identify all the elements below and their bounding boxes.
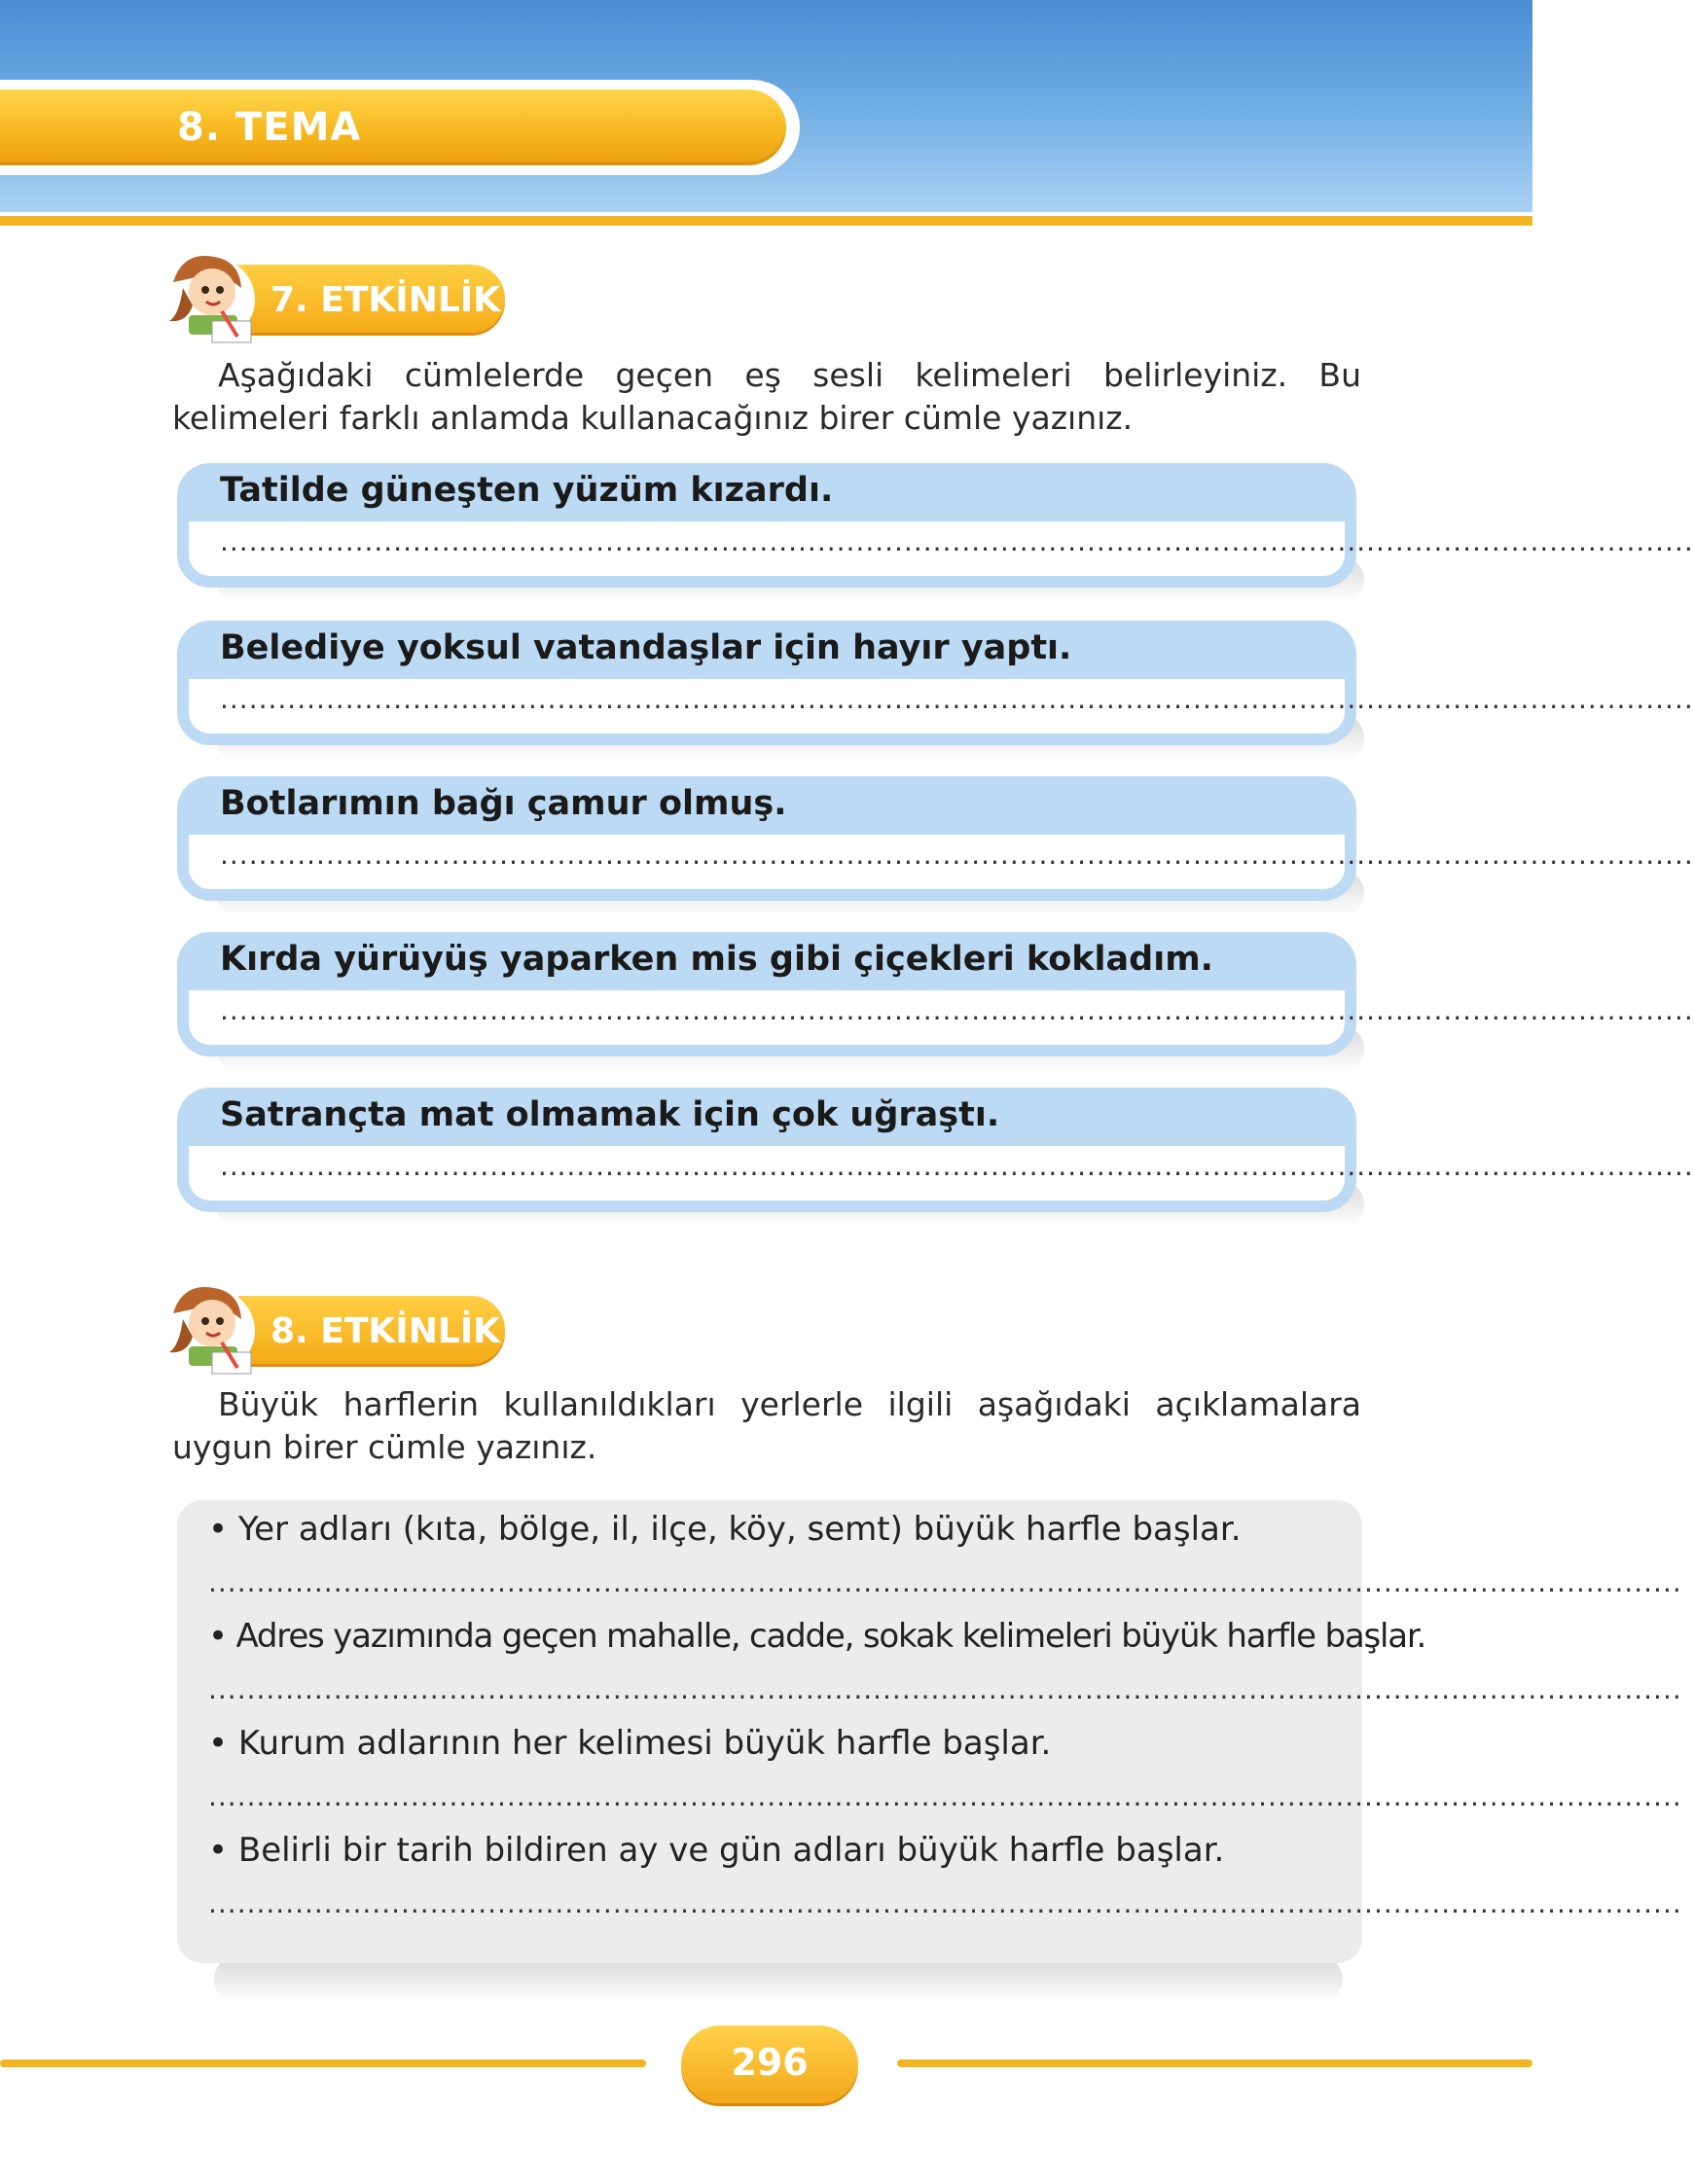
rule-text: • Adres yazımında geçen mahalle, cadde, sokak kelimeleri büyük harfle başlar. xyxy=(208,1617,1426,1656)
answer-line[interactable]: ......................................................................................................................................................... xyxy=(220,683,1694,715)
sentence-box xyxy=(177,776,1694,901)
activity-instruction: Büyük harflerin kullanıldıkları yerlerle ilgili aşağıdaki açıklamalara uygun birer cümle yazınız. xyxy=(172,1385,1361,1466)
sentence-text: Belediye yoksul vatandaşlar için hayır yaptı. xyxy=(220,628,1072,667)
answer-line[interactable]: ......................................................................................................................................................... xyxy=(208,1780,1682,1812)
theme-pill xyxy=(0,90,786,165)
answer-line[interactable]: ......................................................................................................................................................... xyxy=(220,839,1694,871)
answer-line[interactable]: ......................................................................................................................................................... xyxy=(208,1887,1682,1919)
page-number: 296 xyxy=(731,2041,809,2084)
girl-writing-icon xyxy=(154,1274,261,1381)
rule-text: • Belirli bir tarih bildiren ay ve gün adları büyük harfle başlar. xyxy=(208,1831,1225,1870)
sentence-text: Tatilde güneşten yüzüm kızardı. xyxy=(220,471,834,510)
answer-line[interactable]: ......................................................................................................................................................... xyxy=(208,1673,1682,1705)
footer-line-right xyxy=(897,2059,1532,2067)
answer-line[interactable]: ......................................................................................................................................................... xyxy=(208,1566,1682,1598)
activity-title: 7. ETKİNLİK xyxy=(270,280,501,320)
activity-instruction: Aşağıdaki cümlelerde geçen eş sesli kelimeleri belirleyiniz. Bu kelimeleri farklı anlamda kullanacağınız birer cümle yazınız. xyxy=(172,356,1361,437)
sentence-box xyxy=(177,463,1694,588)
header-stripe xyxy=(0,212,1532,226)
sentence-box xyxy=(177,932,1694,1056)
answer-line[interactable]: ......................................................................................................................................................... xyxy=(220,994,1694,1026)
activity-badge xyxy=(154,243,514,350)
sentence-box xyxy=(177,1088,1694,1212)
footer-line-left xyxy=(0,2059,646,2067)
sentence-text: Botlarımın bağı çamur olmuş. xyxy=(220,784,787,823)
activity-title: 8. ETKİNLİK xyxy=(270,1311,501,1351)
sentence-text: Satrançta mat olmamak için çok uğraştı. xyxy=(220,1095,1000,1134)
sentence-box xyxy=(177,621,1694,745)
rule-text: • Kurum adlarının her kelimesi büyük harfle başlar. xyxy=(208,1724,1052,1763)
activity-badge xyxy=(154,1274,514,1381)
girl-writing-icon xyxy=(154,243,261,350)
rule-text: • Yer adları (kıta, bölge, il, ilçe, köy, semt) büyük harfle başlar. xyxy=(208,1510,1242,1549)
answer-line[interactable]: ......................................................................................................................................................... xyxy=(220,1150,1694,1182)
theme-title: 8. TEMA xyxy=(177,105,362,150)
sentence-text: Kırda yürüyüş yaparken mis gibi çiçekleri kokladım. xyxy=(220,940,1213,979)
answer-line[interactable]: ......................................................................................................................................................... xyxy=(220,525,1694,557)
